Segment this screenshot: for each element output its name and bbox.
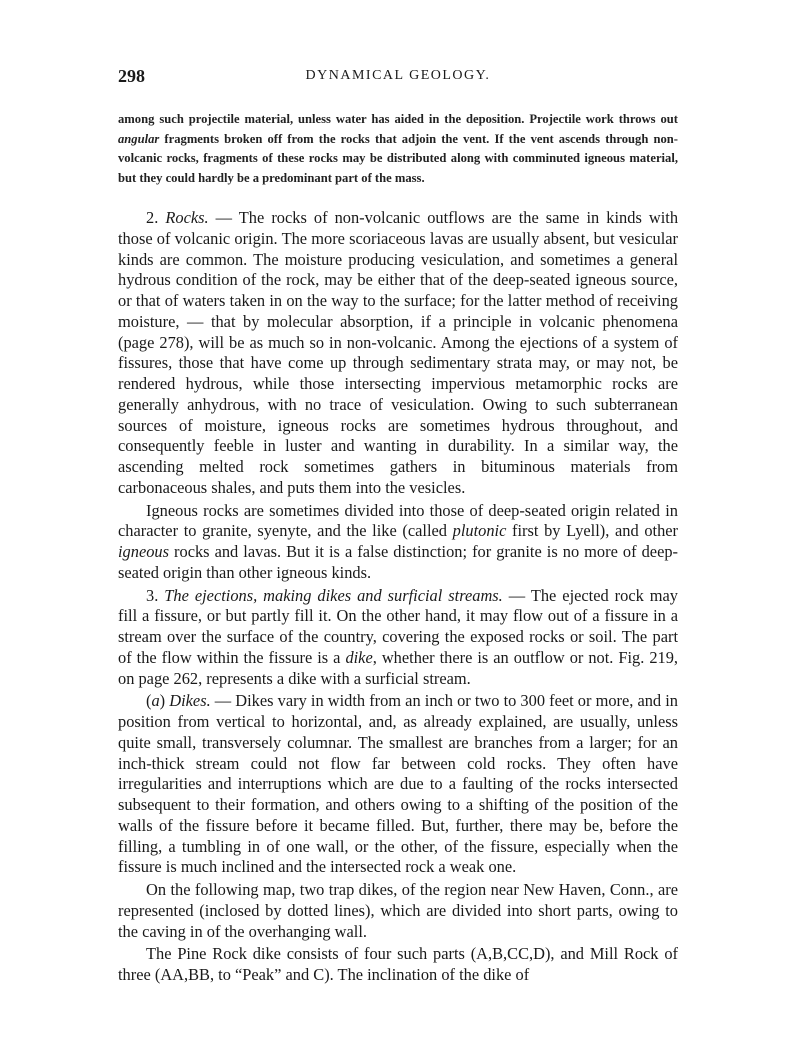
main-text: [118, 208, 678, 986]
paragraph-text: ): [159, 691, 170, 711]
paragraph-text: rocks and lavas. But it is a false distinction; for granite is no more of deep-seated origin than other igneous kinds.: [118, 542, 678, 582]
paragraph-rocks: [118, 208, 678, 499]
section-heading: Rocks.: [165, 208, 209, 227]
paragraph-text: Igneous rocks are sometimes divided into those of deep-seated origin related in character to granite, syenyte, and the like (called: [118, 500, 678, 541]
italic-term: plutonic: [452, 521, 507, 541]
section-number: 2.: [146, 208, 166, 227]
section-number: 3.: [146, 585, 165, 605]
paragraph-dikes: [118, 691, 678, 878]
small-print-paragraph: [118, 110, 678, 188]
italic-term: dike: [345, 647, 373, 667]
section-heading: The ejections, making dikes and surficial streams.: [164, 585, 503, 605]
paragraph-text: , whether there is an outflow or not. Fig. 219, on page 262, represents a dike with a surficial stream.: [118, 647, 678, 688]
paragraph-igneous: [118, 501, 678, 584]
small-text-italic: angular: [118, 131, 160, 146]
page-number: 298: [118, 66, 145, 86]
paragraph-ejections: [118, 586, 678, 690]
running-title: DYNAMICAL GEOLOGY.: [305, 68, 491, 83]
italic-term: igneous: [118, 542, 169, 561]
paragraph-text: first by Lyell), and other: [506, 521, 678, 541]
paragraph-text: — The ejected rock may fill a fissure, or but partly fill it. On the other hand, it may flow out of a fissure in a stream over the surface of the country, covering the exposed rocks or soil. The part of the flow within the fissure is a: [118, 585, 679, 667]
book-page: [118, 66, 678, 988]
paragraph-text: — Dikes vary in width from an inch or two to 300 feet or more, and in position from vertical to horizontal, and, as already explained, are usually, unless quite small, transversely columnar. The smallest are branches from a larger; for an inch-thick stream could not flow far between cold rocks. They often have irregularities and interruptions which are due to a faulting of the rocks intersected subsequent to their formation, and others owing to a shifting of the position of the walls of the fissure before it became filled. But, further, there may be, before the filling, a tumbling in of one wall, or the other, of the fissure, especially when the fissure is much inclined and the intersected rock a weak one.: [118, 691, 678, 877]
small-text-part: fragments broken off from the rocks that adjoin the vent. If the vent ascends through non-volcanic rocks, fragments of these rocks may be distributed along with comminuted igneous material, but they could hardly be a predominant part of the mass.: [118, 131, 678, 185]
paragraph-text: — The rocks of non-volcanic outflows are the same in kinds with those of volcanic origin. The more scoriaceous lavas are usually absent, but vesicular kinds are common. The moisture producing vesiculation, and sometimes a general hydrous condition of the rock, may be either that of the deep-seated igneous source, or that of waters taken in on the way to the surface; for the latter method of receiving moisture, — that by molecular absorption, if a principle in volcanic phenomena (page 278), will be as much so in non-volcanic. Among the ejections of a system of fissures, those that have come up through sedimentary strata may, or may not, be rendered hydrous, while those intersecting impervious metamorphic rocks are generally anhydrous, with no trace of vesiculation. Owing to such subterranean sources of moisture, igneous rocks are sometimes hydrous throughout, and consequently feeble in luster and wanting in durability. In a similar way, the ascending melted rock sometimes gathers in bituminous materials from carbonaceous shales, and puts them into the vesicles.: [118, 208, 679, 497]
section-heading: Dikes.: [169, 691, 211, 711]
paragraph-pine-rock: The Pine Rock dike consists of four such parts (A,B,CC,D), and Mill Rock of three (AA,BB, to “Peak” and C). The inclination of the dike of: [118, 944, 678, 984]
running-head: [118, 66, 678, 96]
paragraph-text: (: [146, 691, 152, 711]
subsection-letter: a: [151, 691, 160, 711]
small-text-part: among such projectile material, unless water has aided in the deposition. Projectile work throws out: [118, 112, 678, 126]
paragraph-map: On the following map, two trap dikes, of the region near New Haven, Conn., are represented (inclosed by dotted lines), which are divided into short parts, owing to the caving in of the overhanging wall.: [118, 880, 678, 941]
